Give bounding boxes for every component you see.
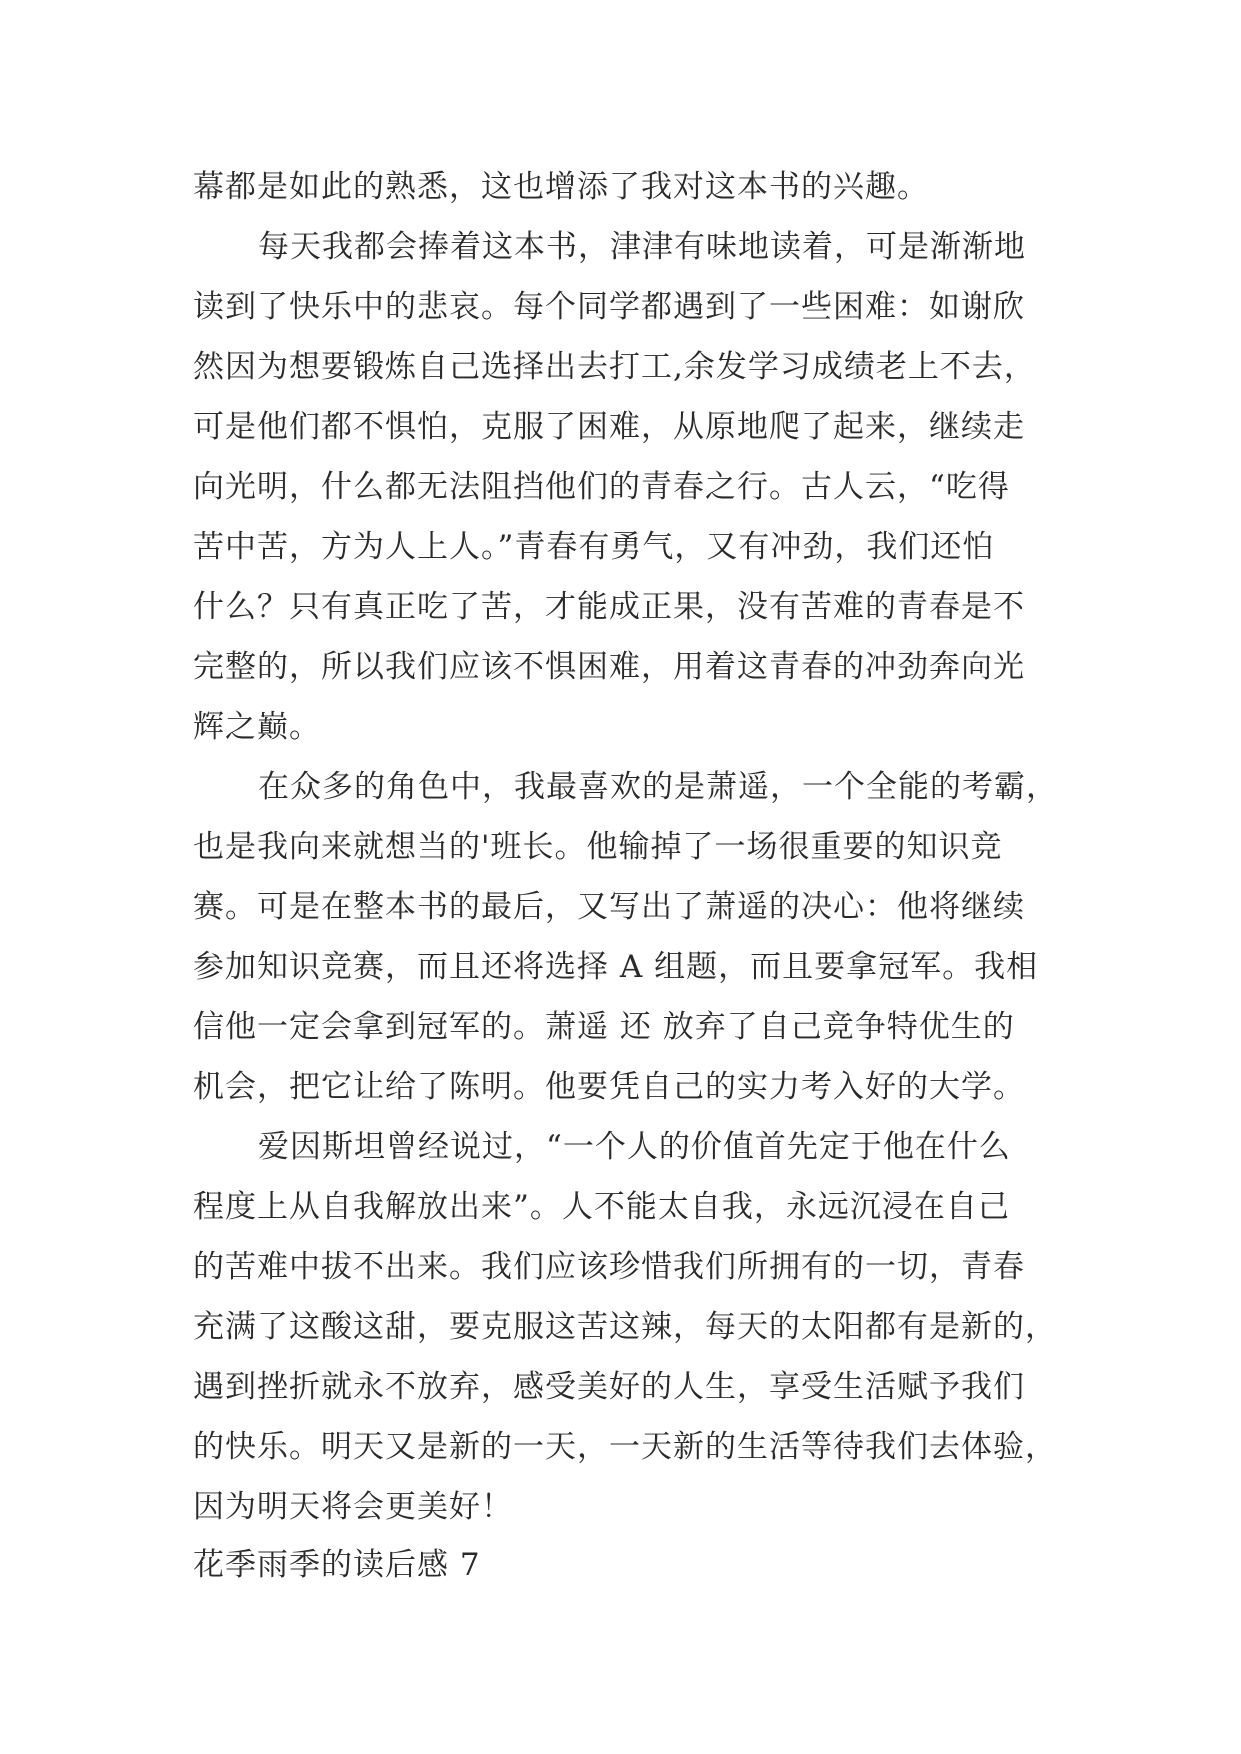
text-line: 因为明天将会更美好！ bbox=[193, 1489, 513, 1525]
text-line: 什么？只有真正吃了苦，才能成正果，没有苦难的青春是不 bbox=[193, 589, 1025, 625]
section-heading: 花季雨季的读后感 7 bbox=[193, 1547, 481, 1583]
text-line: 充满了这酸这甜，要克服这苦这辣，每天的太阳都有是新的， bbox=[193, 1309, 1057, 1345]
text-line: 读到了快乐中的悲哀。每个同学都遇到了一些困难：如谢欣 bbox=[193, 289, 1025, 325]
text-line: 的快乐。明天又是新的一天，一天新的生活等待我们去体验， bbox=[193, 1429, 1057, 1465]
text-line: 每天我都会捧着这本书，津津有味地读着，可是渐渐地 bbox=[258, 229, 1026, 265]
text-line: 辉之巅。 bbox=[193, 709, 321, 745]
text-line: 信他一定会拿到冠军的。萧遥 还 放弃了自己竞争特优生的 bbox=[193, 1009, 1015, 1045]
text-line: 爱因斯坦曾经说过，“一个人的价值首先定于他在什么 bbox=[258, 1129, 1011, 1165]
text-line: 赛。可是在整本书的最后，又写出了萧遥的决心：他将继续 bbox=[193, 889, 1025, 925]
text-line: 可是他们都不惧怕，克服了困难，从原地爬了起来，继续走 bbox=[193, 409, 1025, 445]
text-line: 也是我向来就想当的'班长。他输掉了一场很重要的知识竞 bbox=[193, 829, 1003, 865]
text-line: 完整的，所以我们应该不惧困难，用着这青春的冲劲奔向光 bbox=[193, 649, 1025, 685]
text-line: 程度上从自我解放出来”。人不能太自我，永远沉浸在自己 bbox=[193, 1189, 1010, 1225]
text-line: 机会，把它让给了陈明。他要凭自己的实力考入好的大学。 bbox=[193, 1069, 1025, 1105]
text-line: 苦中苦，方为人上人。”青春有勇气，又有冲劲，我们还怕 bbox=[193, 529, 995, 565]
text-line: 在众多的角色中，我最喜欢的是萧遥，一个全能的考霸， bbox=[258, 769, 1058, 805]
text-line: 遇到挫折就永不放弃，感受美好的人生，享受生活赋予我们 bbox=[193, 1369, 1025, 1405]
text-line: 然因为想要锻炼自己选择出去打工,余发学习成绩老上不去， bbox=[193, 349, 1036, 385]
text-line: 参加知识竞赛，而且还将选择 A 组题，而且要拿冠军。我相 bbox=[193, 949, 1039, 985]
text-line: 向光明，什么都无法阻挡他们的青春之行。古人云，“吃得 bbox=[193, 469, 1010, 505]
text-line: 的苦难中拔不出来。我们应该珍惜我们所拥有的一切，青春 bbox=[193, 1249, 1025, 1285]
text-line: 幕都是如此的熟悉，这也增添了我对这本书的兴趣。 bbox=[193, 169, 929, 205]
